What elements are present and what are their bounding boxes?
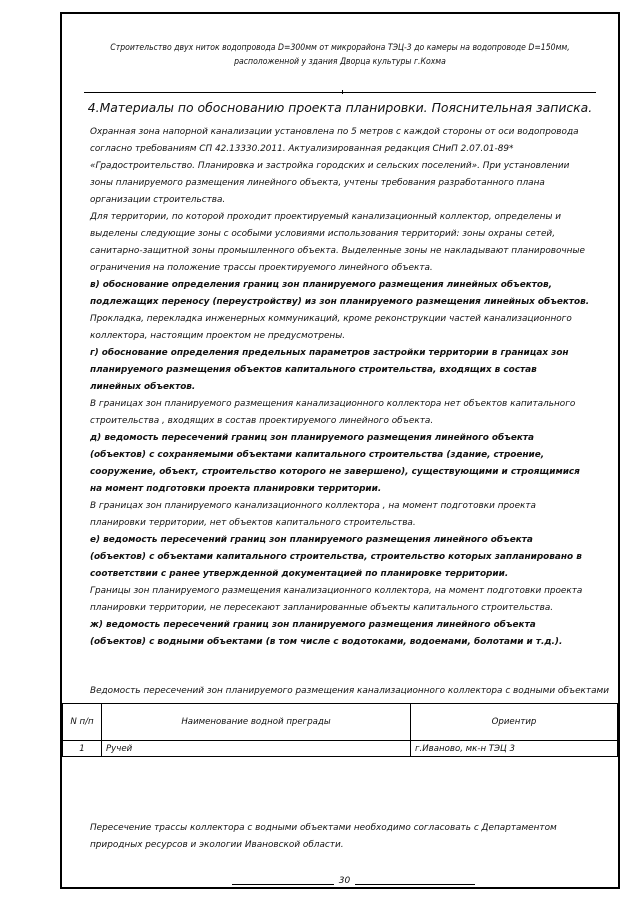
approval-note: Пересечение трассы коллектора с водными объектами необходимо согласовать с Департаментом природных ресурсов и экологии Ивановской области. [90,823,557,850]
footer-line-left [232,884,334,885]
cell-landmark: г.Иваново, мк-н ТЭЦ 3 [411,741,618,757]
page-frame [60,12,620,889]
table-header-row [63,704,618,741]
divider-tick [342,90,343,94]
header-num: N п/п [63,704,102,741]
table-row [63,741,618,757]
paragraph-no-capital: В границах зон планируемого канализационного коллектора , на момент подготовки проекта планировки территории, нет объектов капитального строительства. [90,501,536,528]
heading-v: в) обоснование определения границ зон планируемого размещения линейных объектов, подлежащих переносу (переустройству) из зон планируемого размещения линейных объектов. [90,280,590,307]
heading-zh: ж) ведомость пересечений границ зон планируемого размещения линейного объекта (объектов) с водными объектами (в том числе с водотоками, водоемами, болотами и т.д.). [90,620,563,647]
paragraph-laying: Прокладка, перекладка инженерных коммуникаций, кроме реконструкции частей канализационного коллектора, настоящим проектом не предусмотрены. [90,314,572,341]
header-divider [84,92,596,93]
header-name: Наименование водной преграды [102,704,411,741]
cell-name: Ручей [102,741,411,757]
paragraph-no-objects: В границах зон планируемого размещения канализационного коллектора нет объектов капитального строительства , входящих в состав проектируемого линейного объекта. [90,399,576,426]
table-caption: Ведомость пересечений зон планируемого размещения канализационного коллектора с водными объектами [90,686,609,696]
heading-g: г) обоснование определения предельных параметров застройки территории в границах зон планируемого размещения объектов капитального строительства, входящих в состав линейных объектов. [90,348,569,392]
footer-line-right [355,884,475,885]
header-line-2: расположенной у здания Дворца культуры г.Кохма [234,57,446,67]
heading-d: д) ведомость пересечений границ зон планируемого размещения линейного объекта (объектов) с сохраняемыми объектами капитального строительства (здание, строение, сооружение, объект, строительство которого не завершено), существующими и строящимися на момент подготовки проекта планировки территории. [90,433,580,494]
paragraph-protection-zone: Охранная зона напорной канализации установлена по 5 метров с каждой стороны от оси водопровода согласно требованиям СП 42.13330.2011. Актуализированная редакция СНиП 2.07.01-89* «Градостроительство. Планировка и застройка городских и сельских поселений». При установлении зоны планируемого размещения линейного объекта, учтены требования разработанного плана организации строительства. [90,127,579,205]
cell-num: 1 [63,741,102,757]
paragraph-no-planned: Границы зон планируемого размещения канализационного коллектора, на момент подготовки проекта планировки территории, не пересекают запланированные объекты капитального строительства. [90,586,583,613]
page-number: 30 [338,876,351,886]
water-crossings-table [62,703,618,757]
heading-e: е) ведомость пересечений границ зон планируемого размещения линейного объекта (объектов) с объектами капитального строительства, строительство которых запланировано в соответствии с ранее утвержденной документацией по планировке территории. [90,535,582,579]
paragraph-special-zones: Для территории, по которой проходит проектируемый канализационный коллектор, определены и выделены следующие зоны с особыми условиями использования территорий: зоны охраны сетей, санитарно-защитной зоны промышленного объекта. Выделенные зоны не накладывают планировочные ограничения на положение трассы проектируемого линейного объекта. [90,212,585,273]
header-line-1: Строительство двух ниток водопровода D=300мм от микрорайона ТЭЦ-3 до камеры на водопроводе D=150мм, [110,43,570,53]
section-title: 4.Материалы по обоснованию проекта планировки. Пояснительная записка. [87,100,593,115]
header-landmark: Ориентир [411,704,618,741]
body-text [90,124,590,651]
document-header [90,41,590,69]
